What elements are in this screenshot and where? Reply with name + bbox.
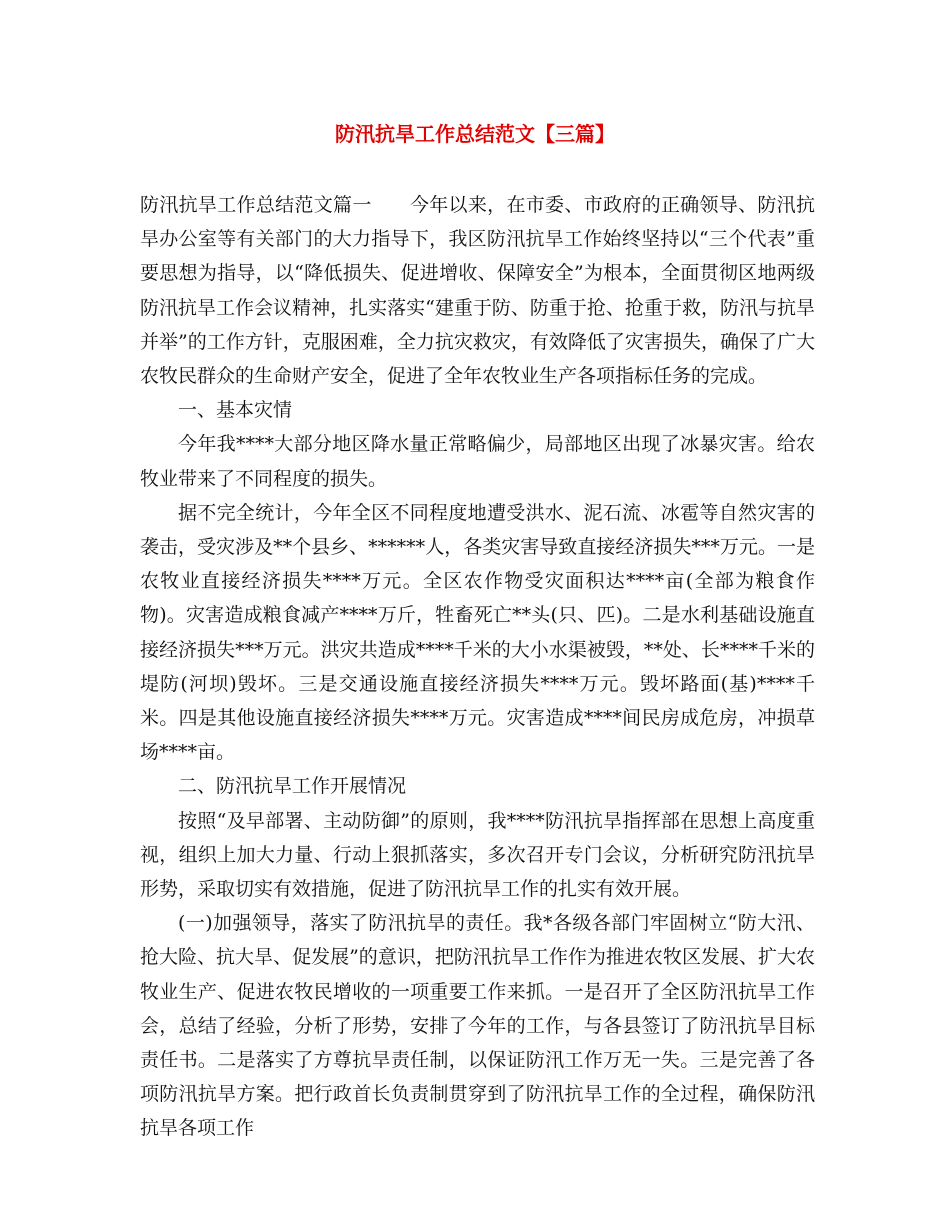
- section-heading: 一、基本灾情: [178, 399, 293, 422]
- document-body: [140, 188, 815, 1146]
- document-title: 防汛抗旱工作总结范文【三篇】: [335, 122, 615, 146]
- paragraph: (一)加强领导，落实了防汛抗旱的责任。我*各级各部门牢固树立“防大汛、抢大险、抗大旱、促发展”的意识，把防汛抗旱工作作为推进农牧区发展、扩大农牧业生产、促进农牧民增收的一项重要工作来抓。一是召开了全区防汛抗旱工作会，总结了经验，分析了形势，安排了今年的工作，与各县签订了防汛抗旱目标责任书。二是落实了方尊抗旱责任制，以保证防汛工作万无一失。三是完善了各项防汛抗旱方案。把行政首长负责制贯穿到了防汛抗旱工作的全过程，确保防汛抗旱各项工作: [140, 912, 815, 1140]
- paragraph: 据不完全统计，今年全区不同程度地遭受洪水、泥石流、冰雹等自然灾害的袭击，受灾涉及**个县乡、******人，各类灾害导致直接经济损失***万元。一是农牧业直接经济损失****万元。全区农作物受灾面积达****亩(全部为粮食作物)。灾害造成粮食减产****万斤，牲畜死亡**头(只、匹)。二是水利基础设施直接经济损失***万元。洪灾共造成****千米的大小水渠被毁，**处、长****千米的堤防(河坝)毁坏。三是交通设施直接经济损失****万元。毁坏路面(基)****千米。四是其他设施直接经济损失****万元。灾害造成****间民房成危房，冲损草场****亩。: [140, 501, 815, 764]
- paragraph: 今年我****大部分地区降水量正常略偏少，局部地区出现了冰暴灾害。给农牧业带来了不同程度的损失。: [140, 433, 815, 490]
- intro-heading: 防汛抗旱工作总结范文篇一: [140, 194, 372, 216]
- section-heading: 二、防汛抗旱工作开展情况: [178, 775, 407, 798]
- paragraph-text: 今年以来，在市委、市政府的正确领导、防汛抗旱办公室等有关部门的大力指导下，我区防汛抗旱工作始终坚持以“三个代表”重要思想为指导，以“降低损失、促进增收、保障安全”为根本，全面贯彻区地两级防汛抗旱工作会议精神，扎实落实“建重于防、防重于抢、抢重于救，防汛与抗旱并举”的工作方针，克服困难，全力抗灾救灾，有效降低了灾害损失，确保了广大农牧民群众的生命财产安全，促进了全年农牧业生产各项指标任务的完成。: [140, 194, 815, 388]
- intro-paragraph: [140, 188, 815, 393]
- paragraph: 按照“及早部署、主动防御”的原则，我****防汛抗旱指挥部在思想上高度重视，组织上加大力量、行动上狠抓落实，多次召开专门会议，分析研究防汛抗旱形势，采取切实有效措施，促进了防汛抗旱工作的扎实有效开展。: [140, 809, 815, 901]
